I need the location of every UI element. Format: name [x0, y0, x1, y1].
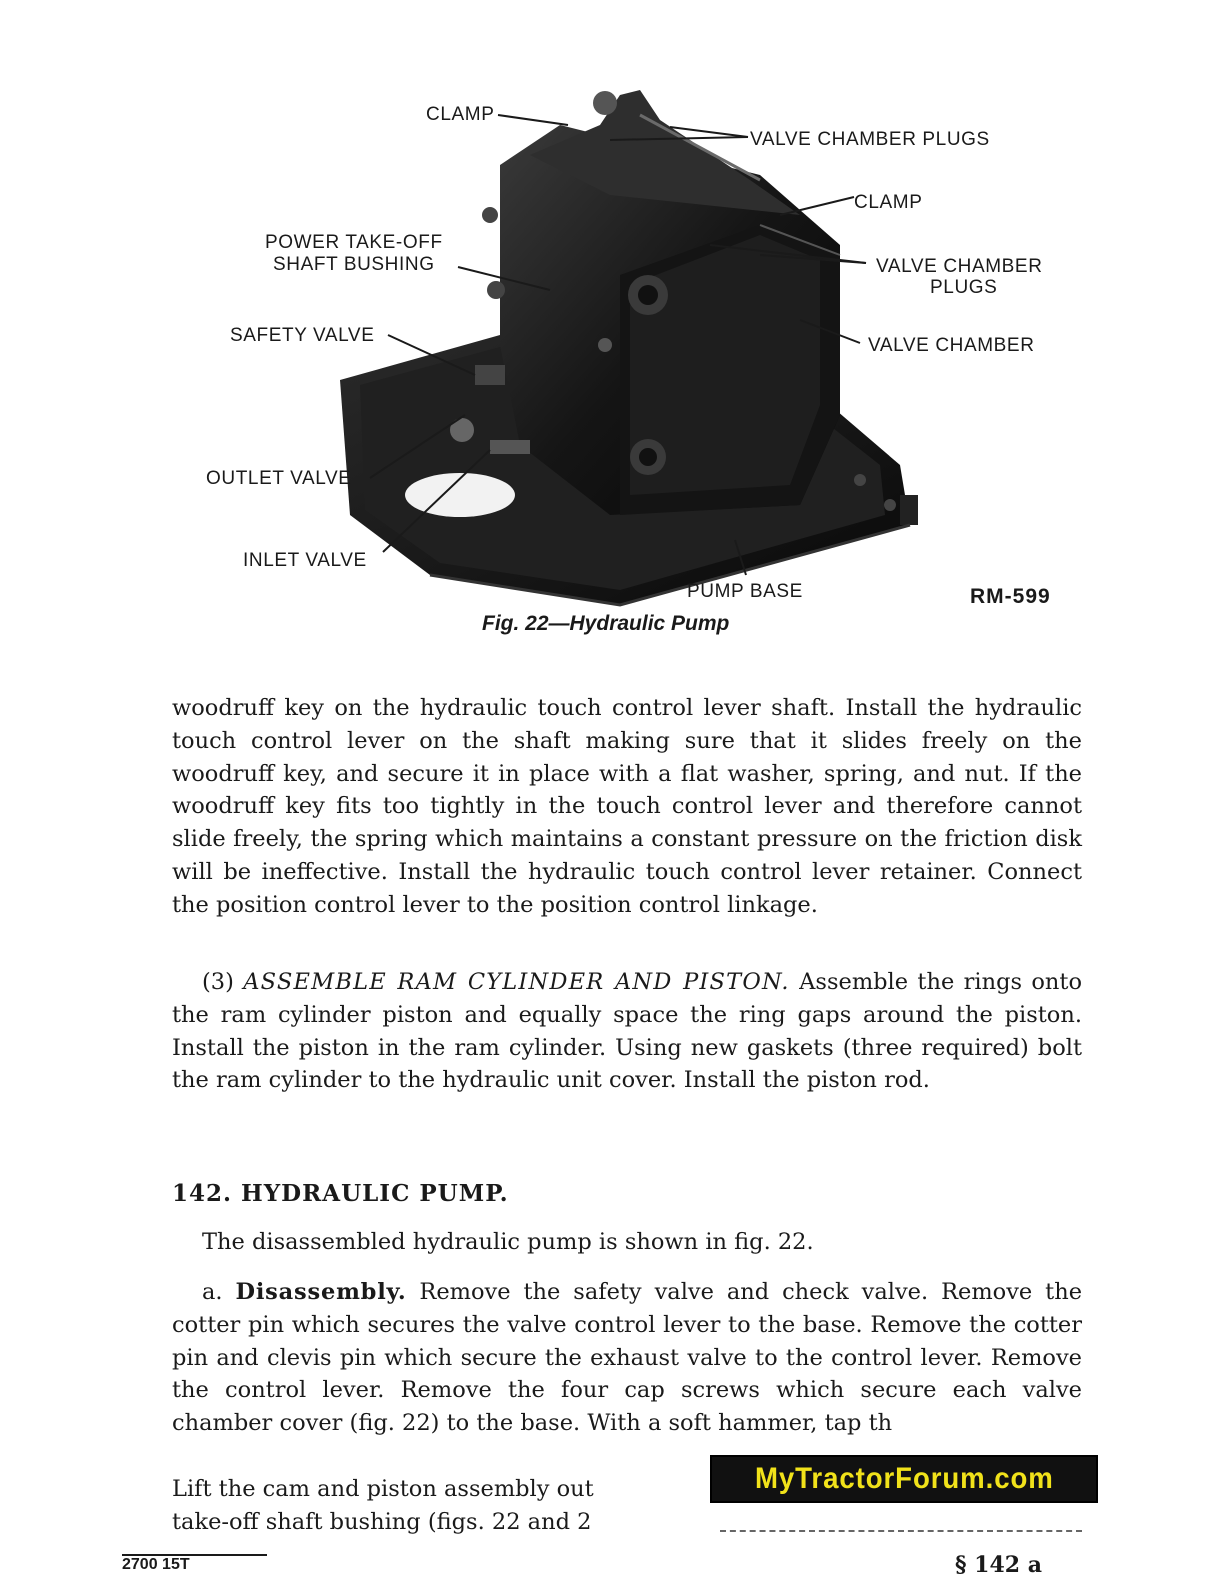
figure-reference: RM-599 [970, 585, 1051, 608]
truncated-text-line [720, 1530, 1082, 1532]
paragraph-disassembly [172, 1276, 1082, 1440]
callout-valve-chamber-plugs-right-line2: PLUGS [930, 277, 998, 298]
paragraph-heading-disassembly: Disassembly. [235, 1279, 407, 1305]
paragraph-woodruff-key: woodruff key on the hydraulic touch control lever shaft. Install the hydraulic touch control lever on the shaft making sure that it slides freely on the woodruff key, and secure it in place with a flat washer, spring, and nut. If the woodruff key fits too tightly in the touch control lever and therefore cannot slide freely, the spring which maintains a constant pressure on the friction disk will be ineffective. Install the hydraulic touch control lever retainer. Connect the position control lever to the position control linkage. [172, 695, 1082, 918]
callout-pump-base: PUMP BASE [687, 581, 803, 602]
paragraph-label: (3) [202, 969, 234, 995]
paragraph-heading-ram-cylinder: ASSEMBLE RAM CYLINDER AND PISTON. [243, 969, 790, 995]
callout-inlet-valve: INLET VALVE [243, 550, 367, 571]
callout-valve-chamber-plugs-right-line1: VALVE CHAMBER [876, 256, 1043, 277]
paragraph-disassembled-pump: The disassembled hydraulic pump is shown in fig. 22. [202, 1229, 814, 1255]
callout-valve-chamber: VALVE CHAMBER [868, 335, 1035, 356]
callout-safety-valve: SAFETY VALVE [230, 325, 375, 346]
paragraph-disassembly-line3: take-off shaft bushing (figs. 22 and 2 [172, 1509, 592, 1535]
callout-clamp-top: CLAMP [426, 104, 495, 125]
callout-valve-chamber-plugs-top: VALVE CHAMBER PLUGS [750, 129, 990, 150]
callout-clamp-right: CLAMP [854, 192, 923, 213]
hydraulic-pump-figure [200, 85, 1080, 645]
callout-power-takeoff-line1: POWER TAKE-OFF [265, 232, 443, 253]
paragraph-body-disassembly: Remove the safety valve and check valve. Remove the cotter pin which secures the valve control lever to the base. Remove the cotter pin and clevis pin which secure the exhaust valve to the control lever. Remove the control lever. Remove the four cap screws which secure each valve chamber cover (fig. 22) to the base. With a soft hammer, tap th [172, 1279, 1083, 1437]
footer-section-marker: § 142 a [955, 1552, 1043, 1578]
paragraph-body-ram-cylinder: Assemble the rings onto the ram cylinder piston and equally space the ring gaps around the piston. Install the piston in the ram cylinder. Using new gaskets (three required) bolt the ram cylinder to the hydraulic unit cover. Install the piston rod. [172, 969, 1082, 1094]
watermark-logo [710, 1455, 1098, 1503]
callout-outlet-valve: OUTLET VALVE [206, 468, 352, 489]
footer-left-code: 2700 15T [122, 1556, 190, 1573]
watermark-text: MyTractorForum.com [754, 1462, 1054, 1495]
paragraph-assemble-ram-cylinder [172, 966, 1082, 1097]
callout-power-takeoff-line2: SHAFT BUSHING [273, 254, 435, 275]
section-heading-hydraulic-pump: 142. HYDRAULIC PUMP. [172, 1180, 509, 1207]
paragraph-label-a: a. [202, 1279, 223, 1305]
figure-caption: Fig. 22—Hydraulic Pump [482, 612, 730, 635]
paragraph-disassembly-line2: Lift the cam and piston assembly out [172, 1476, 594, 1502]
